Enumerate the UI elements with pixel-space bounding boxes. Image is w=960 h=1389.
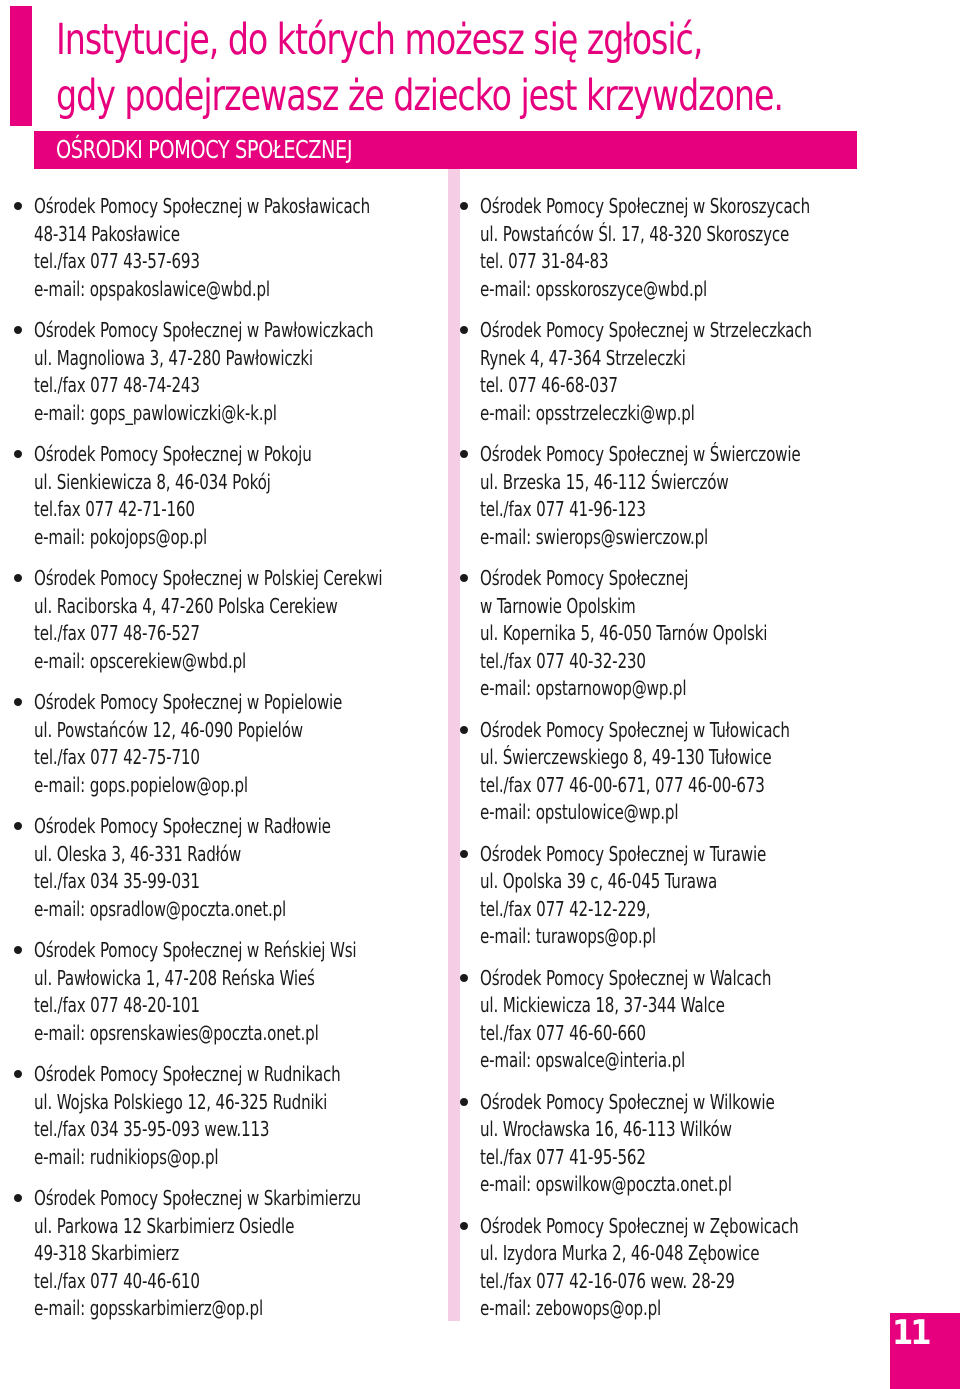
bullet-icon <box>14 326 22 334</box>
institution-name: Ośrodek Pomocy Społecznej w Rudnikach <box>34 1062 341 1086</box>
institution-detail: ul. Magnoliowa 3, 47-280 Pawłowiczki <box>34 345 313 370</box>
institution-detail: ul. Powstańców 12, 46-090 Popielów <box>34 717 303 742</box>
bullet-icon <box>460 574 468 582</box>
institution-name: Ośrodek Pomocy Społecznej w Zębowicach <box>480 1213 799 1238</box>
institution-entry <box>458 965 875 1075</box>
page-number-box <box>890 1313 960 1389</box>
institution-entry <box>12 1061 449 1171</box>
institution-name: Ośrodek Pomocy Społecznej w Radłowie <box>34 814 331 838</box>
institution-name: Ośrodek Pomocy Społecznej w Walcach <box>480 965 772 990</box>
institution-detail: ul. Raciborska 4, 47-260 Polska Cerekiew <box>34 593 338 618</box>
institution-phone: tel. 077 31-84-83 <box>480 249 609 273</box>
institution-email[interactable]: e-mail: opsskoroszyce@wbd.pl <box>480 276 708 301</box>
institution-email[interactable]: e-mail: gops_pawlowiczki@k-k.pl <box>34 400 277 425</box>
institution-detail: ul. Izydora Murka 2, 46-048 Zębowice <box>480 1241 760 1265</box>
institution-entry <box>458 317 875 427</box>
institution-detail: ul. Pawłowicka 1, 47-208 Reńska Wieś <box>34 965 315 990</box>
institution-email[interactable]: e-mail: opsradlow@poczta.onet.pl <box>34 896 287 921</box>
institution-entry <box>458 841 875 951</box>
institution-email[interactable]: e-mail: zebowops@op.pl <box>480 1296 662 1320</box>
institution-name: Ośrodek Pomocy Społecznej w Tułowicach <box>480 717 790 742</box>
institution-name: Ośrodek Pomocy Społecznej w Świerczowie <box>480 442 801 466</box>
bullet-icon <box>460 974 468 982</box>
institution-email[interactable]: e-mail: opscerekiew@wbd.pl <box>34 648 247 673</box>
institution-email[interactable]: e-mail: opspakoslawice@wbd.pl <box>34 276 270 301</box>
institution-email[interactable]: e-mail: gopsskarbimierz@op.pl <box>34 1296 264 1320</box>
page-title <box>56 12 783 124</box>
institution-phone: tel./fax 077 41-95-562 <box>480 1144 646 1169</box>
institution-name: Ośrodek Pomocy Społecznej <box>480 566 689 590</box>
institution-detail: ul. Wrocławska 16, 46-113 Wilków <box>480 1117 732 1141</box>
institution-name: Ośrodek Pomocy Społecznej w Popielowie <box>34 690 343 714</box>
institution-email[interactable]: e-mail: opswilkow@poczta.onet.pl <box>480 1172 732 1196</box>
institution-detail: ul. Powstańców Śl. 17, 48-320 Skoroszyce <box>480 221 790 246</box>
institution-email[interactable]: e-mail: opswalce@interia.pl <box>480 1048 686 1072</box>
bullet-icon <box>460 1098 468 1106</box>
institution-phone: tel./fax 077 41-96-123 <box>480 497 646 521</box>
right-column <box>458 193 875 1337</box>
institution-phone: tel./fax 077 48-76-527 <box>34 621 200 645</box>
institution-entry <box>12 317 449 427</box>
institution-entry <box>12 937 449 1047</box>
section-title: OŚRODKI POMOCY SPOŁECZNEJ <box>56 135 353 164</box>
institution-entry <box>458 1089 875 1199</box>
institution-phone: tel./fax 034 35-99-031 <box>34 869 200 893</box>
institution-phone: tel./fax 077 48-20-101 <box>34 993 200 1017</box>
bullet-icon <box>14 450 22 458</box>
institution-entry <box>458 193 875 303</box>
institution-detail: ul. Świerczewskiego 8, 49-130 Tułowice <box>480 745 772 769</box>
institution-entry <box>458 717 875 827</box>
institution-email[interactable]: e-mail: opstarnowop@wp.pl <box>480 676 687 700</box>
bullet-icon <box>14 1194 22 1202</box>
institution-name: Ośrodek Pomocy Społecznej w Skoroszycach <box>480 194 810 218</box>
institution-phone: tel./fax 077 43-57-693 <box>34 249 200 273</box>
title-accent-bar <box>10 6 32 126</box>
institution-email[interactable]: e-mail: swierops@swierczow.pl <box>480 524 709 549</box>
institution-email[interactable]: e-mail: opsstrzeleczki@wp.pl <box>480 400 695 425</box>
institution-email[interactable]: e-mail: rudnikiops@op.pl <box>34 1144 219 1169</box>
institution-name: Ośrodek Pomocy Społecznej w Pakosławicach <box>34 194 370 218</box>
institution-name: Ośrodek Pomocy Społecznej w Skarbimierzu <box>34 1186 361 1210</box>
institution-detail: ul. Wojska Polskiego 12, 46-325 Rudniki <box>34 1089 328 1114</box>
institution-detail: Rynek 4, 47-364 Strzeleczki <box>480 345 686 370</box>
institution-name: Ośrodek Pomocy Społecznej w Wilkowie <box>480 1089 775 1114</box>
institution-phone: tel./fax 077 40-46-610 <box>34 1268 200 1293</box>
institution-detail: ul. Kopernika 5, 46-050 Tarnów Opolski <box>480 621 768 645</box>
institution-name: Ośrodek Pomocy Społecznej w Pawłowiczkach <box>34 318 374 342</box>
institution-phone: tel./fax 077 46-00-671, 077 46-00-673 <box>480 772 765 797</box>
bullet-icon <box>460 450 468 458</box>
institution-entry <box>12 193 449 303</box>
institution-phone: tel./fax 077 42-12-229, <box>480 896 651 921</box>
institution-detail: ul. Brzeska 15, 46-112 Świerczów <box>480 469 729 494</box>
institution-name: Ośrodek Pomocy Społecznej w Strzeleczkach <box>480 318 812 342</box>
institution-name: Ośrodek Pomocy Społecznej w Reńskiej Wsi <box>34 938 357 962</box>
institution-entry <box>12 441 449 551</box>
institution-detail: 49-318 Skarbimierz <box>34 1241 180 1265</box>
page-number: 11 <box>892 1313 929 1353</box>
institution-phone: tel.fax 077 42-71-160 <box>34 497 195 521</box>
institution-email[interactable]: e-mail: turawops@op.pl <box>480 924 656 948</box>
institution-detail: ul. Parkowa 12 Skarbimierz Osiedle <box>34 1213 295 1238</box>
institution-detail: ul. Sienkiewicza 8, 46-034 Pokój <box>34 469 271 494</box>
institution-phone: tel./fax 077 40-32-230 <box>480 648 646 673</box>
bullet-icon <box>14 946 22 954</box>
institution-phone: tel./fax 077 46-60-660 <box>480 1020 646 1045</box>
institution-phone: tel./fax 077 42-16-076 wew. 28-29 <box>480 1268 735 1293</box>
institution-email[interactable]: e-mail: pokojops@op.pl <box>34 524 208 549</box>
institution-entry <box>12 689 449 799</box>
institution-phone: tel./fax 034 35-95-093 wew.113 <box>34 1117 270 1141</box>
bullet-icon <box>460 326 468 334</box>
institution-email[interactable]: e-mail: gops.popielow@op.pl <box>34 772 248 797</box>
bullet-icon <box>14 698 22 706</box>
section-header-band <box>34 131 857 169</box>
bullet-icon <box>460 726 468 734</box>
institution-email[interactable]: e-mail: opstulowice@wp.pl <box>480 800 679 824</box>
institution-name: Ośrodek Pomocy Społecznej w Polskiej Cerekwi <box>34 566 383 590</box>
bullet-icon <box>14 574 22 582</box>
bullet-icon <box>460 1222 468 1230</box>
left-column <box>12 193 449 1337</box>
institution-entry <box>12 1185 449 1323</box>
institution-detail: ul. Mickiewicza 18, 37-344 Walce <box>480 993 725 1017</box>
institution-entry <box>458 1213 875 1323</box>
institution-entry <box>12 565 449 675</box>
institution-detail: ul. Oleska 3, 46-331 Radłów <box>34 841 242 866</box>
institution-phone: tel./fax 077 48-74-243 <box>34 373 200 397</box>
page-title-line-1: Instytucje, do których możesz się zgłosić, <box>56 15 703 65</box>
institution-entry <box>458 565 875 703</box>
bullet-icon <box>14 202 22 210</box>
institution-detail: ul. Opolska 39 c, 46-045 Turawa <box>480 869 718 893</box>
institution-detail: 48-314 Pakosławice <box>34 221 180 246</box>
bullet-icon <box>460 202 468 210</box>
institution-detail: w Tarnowie Opolskim <box>480 593 636 618</box>
page-title-line-2: gdy podejrzewasz że dziecko jest krzywdzone. <box>56 71 783 121</box>
bullet-icon <box>460 850 468 858</box>
institution-entry <box>12 813 449 923</box>
institution-email[interactable]: e-mail: opsrenskawies@poczta.onet.pl <box>34 1020 319 1045</box>
institution-name: Ośrodek Pomocy Społecznej w Turawie <box>480 841 767 866</box>
institution-phone: tel./fax 077 42-75-710 <box>34 745 200 769</box>
institution-phone: tel. 077 46-68-037 <box>480 373 618 397</box>
institution-entry <box>458 441 875 551</box>
institution-name: Ośrodek Pomocy Społecznej w Pokoju <box>34 442 312 466</box>
bullet-icon <box>14 1070 22 1078</box>
bullet-icon <box>14 822 22 830</box>
